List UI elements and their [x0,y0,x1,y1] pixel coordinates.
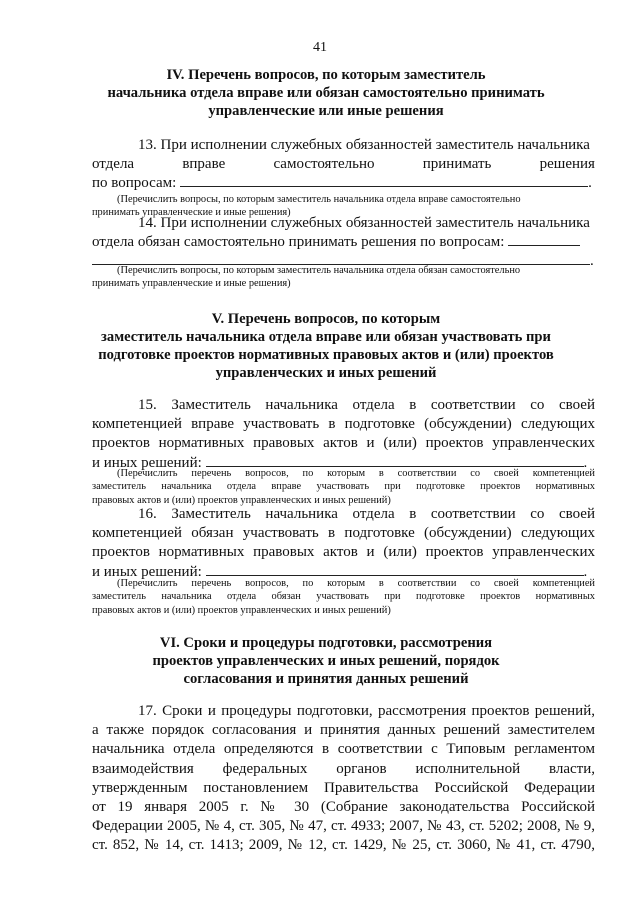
paragraph-line: 14. При исполнении служебных обязанностей заместитель начальника [138,215,590,231]
paragraph-line: 15. Заместитель начальника отдела в соответствии со своей [138,397,595,413]
note-line: (Перечислить вопросы, по которым заместитель начальника отдела обязан самостоятельно [117,265,521,276]
note-line: правовых актов и (или) проектов управленческих и иных решений) [92,494,391,506]
paragraph-line: 13. При исполнении служебных обязанностей заместитель начальника [138,137,590,153]
note-14 [92,264,595,291]
note-line: заместитель начальника отдела вправе участвовать при подготовке проектов нормативных [92,481,595,493]
note-line: (Перечислить вопросы, по которым заместитель начальника отдела вправе самостоятельно [117,194,521,205]
heading-line: согласования и принятия данных решений [183,671,469,687]
section-6-heading [70,634,582,688]
word: вправе [182,156,226,173]
paragraph-line: взаимодействия федеральных органов исполнительной власти, [92,760,595,777]
heading-line: проектов управленческих и иных решений, порядок [152,653,500,669]
paragraph-line: начальника отдела определяются в соответствии с Типовым регламентом [92,741,595,758]
word: самостоятельно [273,156,375,173]
word: отдела [92,156,135,173]
paragraph-line: и иных решений: . [92,454,588,471]
paragraph-line [92,155,595,174]
heading-line: подготовке проектов нормативных правовых актов и (или) проектов [98,347,554,363]
paragraph-line: и иных решений: . [92,563,588,580]
paragraph-line: . [92,252,595,271]
line-prefix: по вопросам: [92,175,177,192]
line-prefix: и иных решений: [92,563,202,580]
paragraph-line: компетенцией вправе участвовать в подготовке (обсуждении) следующих [92,416,595,433]
paragraph-line: а также порядок согласования и принятия данных решений заместителем [92,722,595,739]
paragraph-16 [92,505,595,582]
heading-line: управленческие или иные решения [208,103,444,119]
paragraph-line: ст. 852, № 14, ст. 1413; 2009, № 12, ст. 1429, № 25, ст. 3060, № 41, ст. 4790, [92,837,595,854]
note-line: (Перечислить перечень вопросов, по которым в соответствии со своей компетенцией [117,468,595,479]
paragraph-line [92,233,595,252]
paragraph-line: по вопросам: . [92,175,592,192]
note-line: правовых актов и (или) проектов управленческих и иных решений) [92,604,391,616]
word: решения [539,156,595,173]
note-line: заместитель начальника отдела обязан участвовать при подготовке проектов нормативных [92,591,595,603]
section-5-heading [70,310,582,382]
note-line: принимать управленческие и иные решения) [92,278,291,290]
heading-line: VI. Сроки и процедуры подготовки, рассмотрения [159,635,493,651]
section-4-heading [70,66,582,120]
paragraph-line: проектов нормативных правовых актов и (или) проектов управленческих [92,435,595,452]
fill-in-blank[interactable] [180,174,588,187]
note-line: (Перечислить перечень вопросов, по которым в соответствии со своей компетенцией [117,578,595,589]
word: принимать [422,156,492,173]
fill-in-blank[interactable] [508,233,580,246]
paragraph-line: от 19 января 2005 г. № 30 (Собрание законодательства Российской [92,799,595,816]
paragraph-15 [92,396,595,473]
paragraph-line: утвержденным постановлением Правительства Российской Федерации [92,779,595,796]
line-prefix: и иных решений: [92,454,202,471]
fill-in-blank[interactable] [206,563,584,576]
paragraph-line: 17. Сроки и процедуры подготовки, рассмотрения проектов решений, [138,703,595,719]
paragraph-17 [92,702,595,856]
page-number: 41 [313,40,327,55]
heading-line: IV. Перечень вопросов, по которым заместитель [166,67,486,83]
heading-line: управленческих и иных решений [215,365,437,381]
note-16 [92,577,595,617]
heading-line: начальника отдела вправе или обязан самостоятельно принимать [107,85,545,101]
line-prefix: отдела обязан самостоятельно принимать решения по вопросам: [92,234,505,251]
note-15 [92,467,595,507]
note-line: принимать управленческие и иные решения) [92,207,291,219]
paragraph-line: проектов нормативных правовых актов и (или) проектов управленческих [92,544,595,561]
heading-line: V. Перечень вопросов, по которым [211,311,441,327]
heading-line: заместитель начальника отдела вправе или обязан участвовать при [101,329,551,345]
paragraph-line: 16. Заместитель начальника отдела в соответствии со своей [138,506,595,522]
paragraph-14 [92,214,595,272]
paragraph-13 [92,136,595,194]
paragraph-line: компетенцией обязан участвовать в подготовке (обсуждении) следующих [92,525,595,542]
fill-in-blank[interactable] [206,454,584,467]
paragraph-line: Федерации 2005, № 4, ст. 305, № 47, ст. 4933; 2007, № 43, ст. 5202; 2008, № 9, [92,818,595,835]
